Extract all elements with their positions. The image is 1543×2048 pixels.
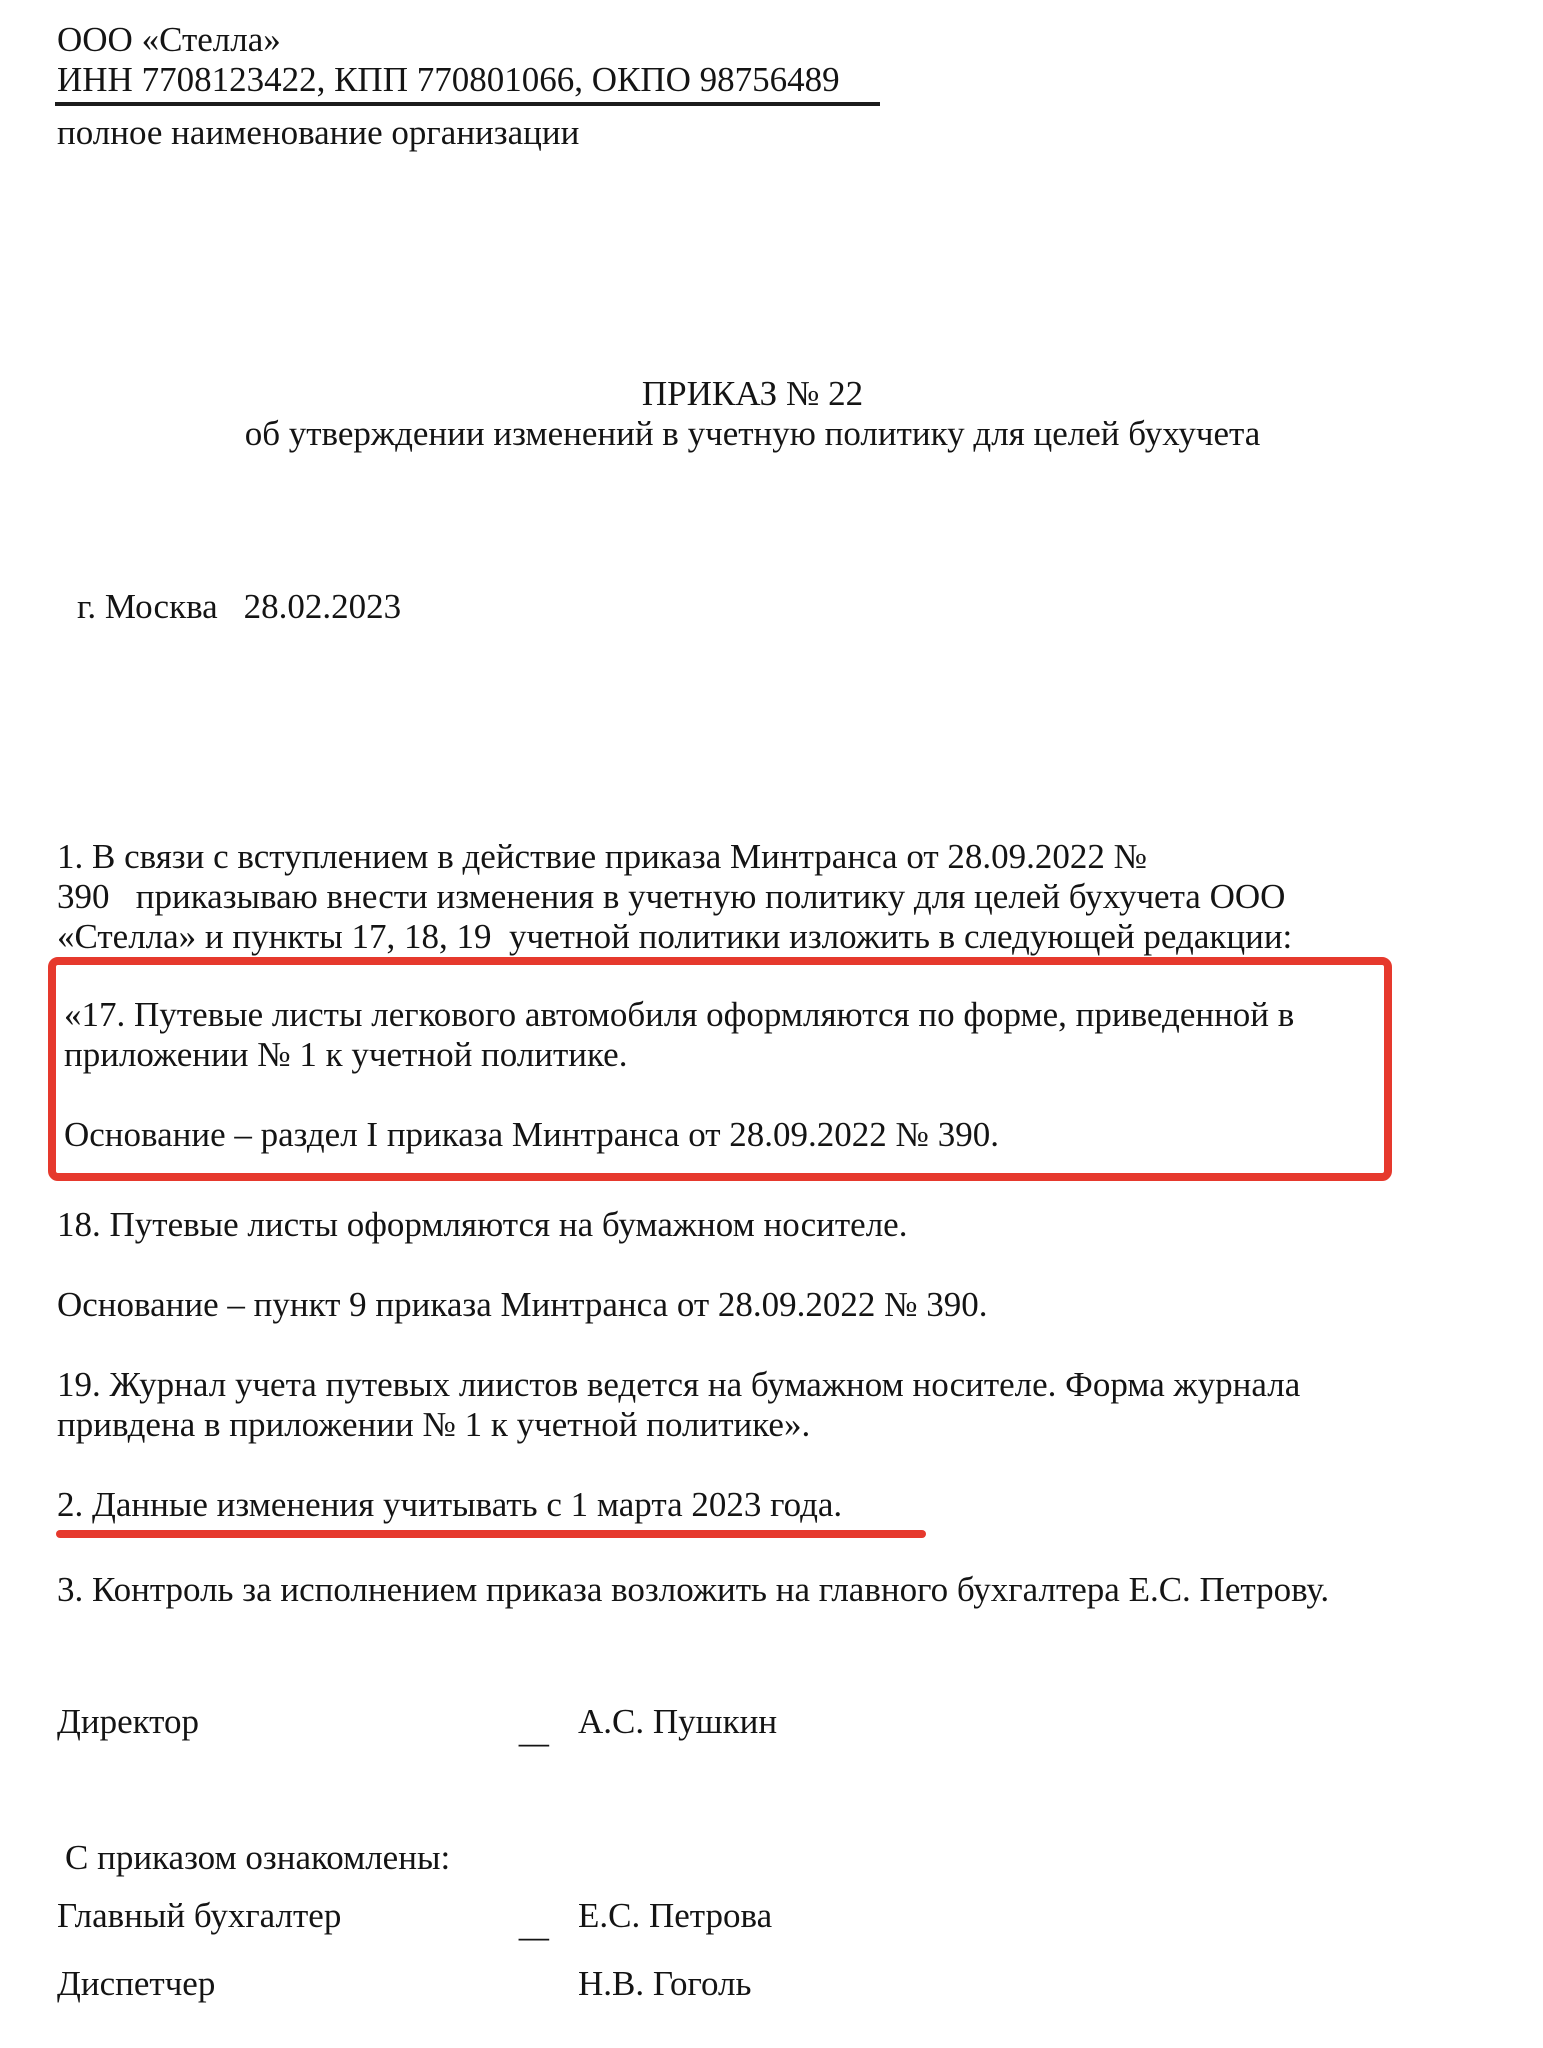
item-19-line: 19. Журнал учета путевых лиистов ведется на бумажном носителе. Форма журнала: [57, 1365, 1301, 1404]
chief-accountant-name: Е.С. Петрова: [578, 1896, 773, 1935]
item-19: [57, 1365, 1448, 1445]
document-subtitle: об утверждении изменений в учетную политику для целей бухучета: [244, 414, 1261, 453]
signature-line: [519, 1702, 578, 1750]
org-requisites: ИНН 7708123422, КПП 770801066, ОКПО 98756489: [57, 60, 840, 99]
paragraph-1-line: 1. В связи с вступлением в действие приказа Минтранса от 28.09.2022 №: [57, 837, 1148, 876]
red-underline: [56, 1530, 926, 1538]
org-name: ООО «Стелла»: [57, 20, 281, 59]
signature-row-chief-accountant: [57, 1896, 1448, 1944]
city-label: г. Москва: [77, 587, 218, 626]
paragraph-1: [57, 837, 1448, 957]
signature-underscore: _: [519, 1711, 549, 1750]
item-17-line: приложении № 1 к учетной политике.: [64, 1035, 628, 1074]
chief-accountant-title: Главный бухгалтер: [57, 1896, 342, 1935]
item-18: 18. Путевые листы оформляются на бумажном носителе.: [57, 1205, 908, 1244]
item-18-basis: Основание – пункт 9 приказа Минтранса от 28.09.2022 № 390.: [57, 1285, 988, 1324]
dispatcher-title: Диспетчер: [57, 1964, 216, 2003]
director-name: А.С. Пушкин: [578, 1702, 778, 1741]
paragraph-2-text: 2. Данные изменения учитывать с 1 марта 2023 года.: [57, 1485, 843, 1524]
dispatcher-name: Н.В. Гоголь: [578, 1964, 752, 2003]
city-date-row: [77, 587, 1448, 627]
title-block: [57, 374, 1448, 454]
org-header: [57, 20, 1448, 153]
item-17-basis: Основание – раздел I приказа Минтранса от 28.09.2022 № 390.: [64, 1115, 999, 1154]
spacer: [64, 1075, 1360, 1115]
signature-underscore: _: [519, 1905, 549, 1944]
item-19-line: привдена в приложении № 1 к учетной политике».: [57, 1405, 811, 1444]
paragraph-1-line: «Стелла» и пункты 17, 18, 19 учетной политики изложить в следующей редакции:: [57, 917, 1293, 956]
director-title: Директор: [57, 1702, 200, 1741]
signature-row-dispatcher: [57, 1964, 1448, 2004]
org-header-caption: полное наименование организации: [57, 113, 580, 152]
acknowledgement-heading: С приказом ознакомлены:: [65, 1838, 451, 1877]
paragraph-3: 3. Контроль за исполнением приказа возложить на главного бухгалтера Е.С. Петрову.: [57, 1570, 1330, 1609]
item-17-line: «17. Путевые листы легкового автомобиля оформляются по форме, приведенной в: [64, 995, 1295, 1034]
org-header-underline: [55, 102, 880, 106]
paragraph-2: [57, 1485, 1448, 1538]
document-date: 28.02.2023: [243, 587, 402, 626]
document-title: ПРИКАЗ № 22: [641, 374, 864, 413]
highlight-box-item-17: [48, 957, 1392, 1181]
signature-row-director: [57, 1702, 1448, 1750]
signature-line: [519, 1896, 578, 1944]
paragraph-1-line: 390 приказываю внести изменения в учетную политику для целей бухучета ООО: [57, 877, 1286, 916]
